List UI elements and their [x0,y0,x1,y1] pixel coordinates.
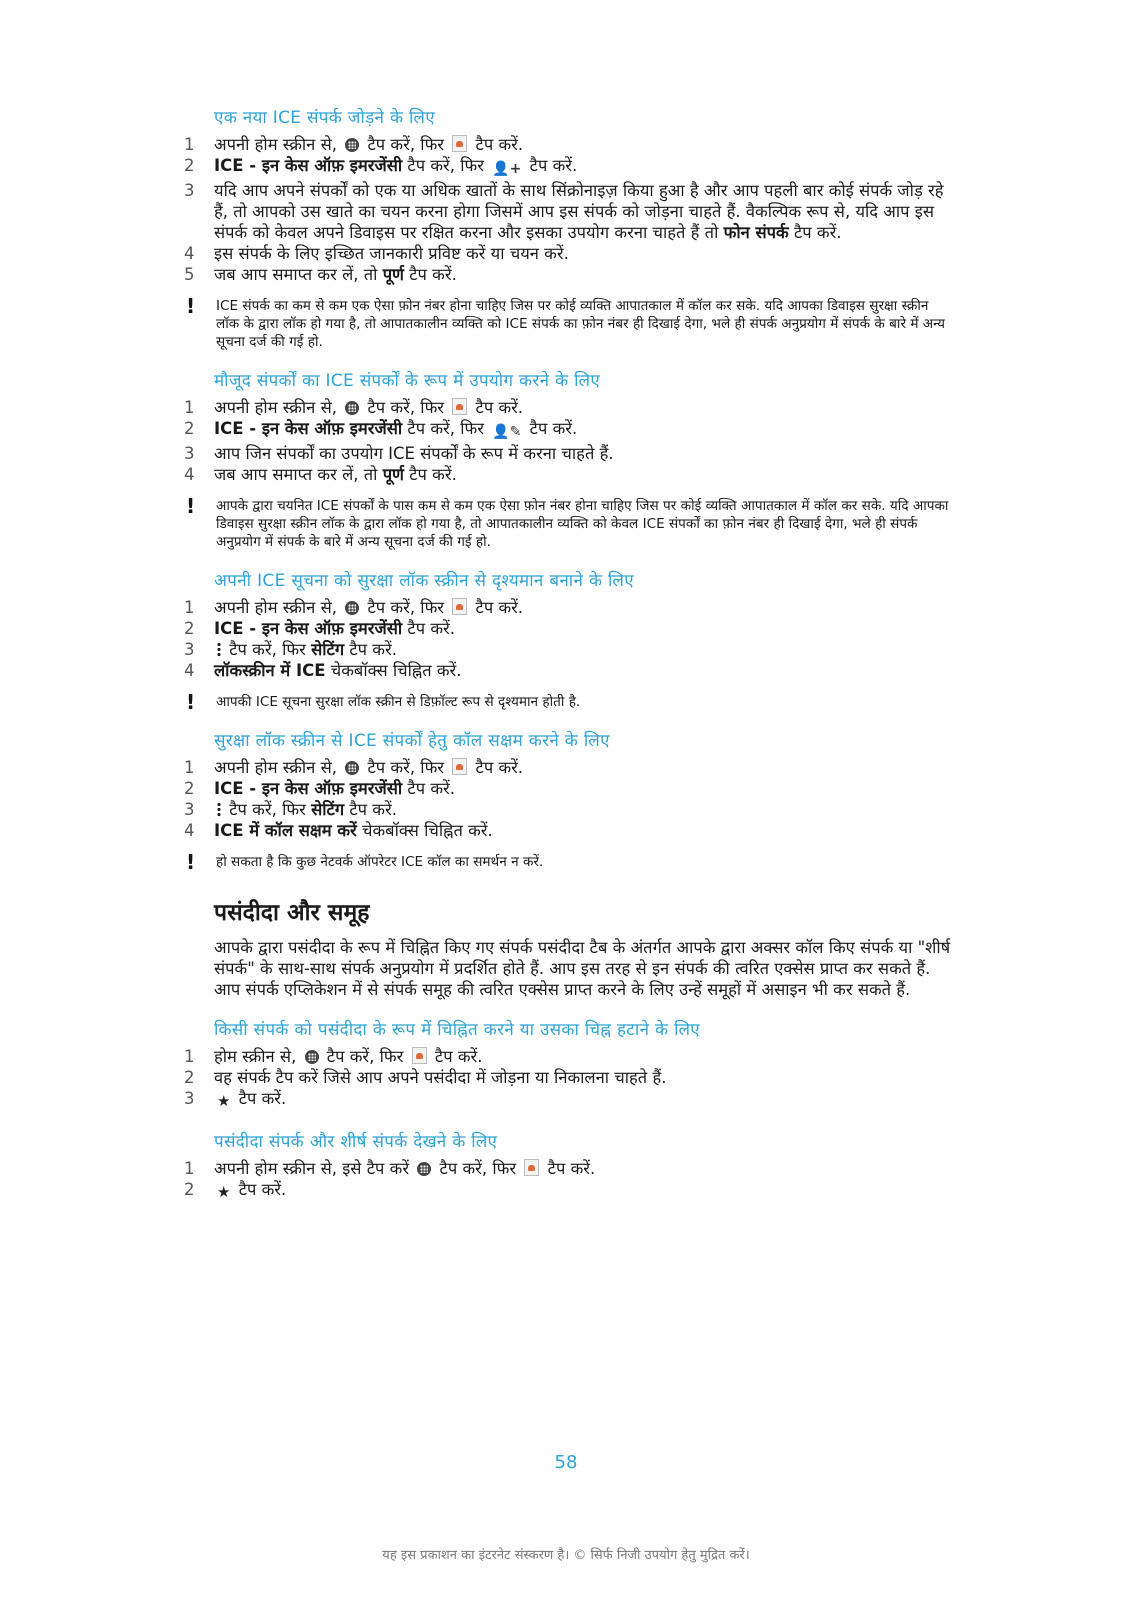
step-text: टैप करें. [524,156,578,175]
step-text: टैप करें. [788,223,842,242]
step-1 [184,397,954,418]
step-text: अपनी होम स्क्रीन से, [214,135,343,154]
step-1 [184,757,954,778]
step-number: 2 [184,419,195,438]
step-3 [184,443,954,464]
note [184,850,954,874]
apps-grid-icon [417,1162,431,1176]
step-text: टैप करें, फिर [362,398,450,417]
step-number: 4 [184,465,195,484]
step-text: अपनी होम स्क्रीन से, [214,398,343,417]
steps-ice-calls [184,757,954,841]
star-icon: ★ [217,1183,231,1201]
warning-icon: ! [186,494,196,518]
step-text: होम स्क्रीन से, [214,1047,302,1066]
step-number: 2 [184,1068,195,1087]
subheading-mark-favorite: किसी संपर्क को पसंदीदा के रूप में चिह्नित करने या उसका चिह्न हटाने के लिए [214,1020,700,1040]
ui-label: लॉकस्क्रीन में ICE [214,661,326,680]
steps-add-ice-contact [184,134,954,285]
step-number: 1 [184,135,195,154]
step-text: टैप करें. [470,598,524,617]
note-text: आपके द्वारा चयनित ICE संपर्कों के पास कम से कम एक ऐसा फ़ोन नंबर होना चाहिए जिस पर कोई व्यक्ति आपातकाल में कॉल कर सके. यदि आपका डिवाइस सुरक्षा स्क्रीन लॉक के द्वारा लॉक हो गया है, तो आपातकालीन व्यक्ति को केवल ICE संपर्कों का फ़ोन नंबर ही दिखाई देगा, भले ही संपर्क अनुप्रयोग में संपर्क के बारे में अन्य सूचना दर्ज की गई हो. [216,498,949,550]
step-number: 2 [184,156,195,175]
note-text: आपकी ICE सूचना सुरक्षा लॉक स्क्रीन से डिफ़ॉल्ट रूप से दृश्यमान होती है. [216,694,581,710]
section-heading: पसंदीदा और समूह [214,900,370,926]
step-text: अपनी होम स्क्रीन से, इसे टैप करें [214,1159,415,1178]
note-text: हो सकता है कि कुछ नेटवर्क ऑपरेटर ICE कॉल का समर्थन न करें. [216,854,544,870]
ui-label: ICE - इन केस ऑफ़ इमरजेंसी [214,619,403,638]
subheading-add-ice-contact: एक नया ICE संपर्क जोड़ने के लिए [214,108,435,128]
step-text: टैप करें. [470,135,524,154]
step-number: 4 [184,244,195,263]
step-number: 3 [184,640,195,659]
ui-label: ICE - इन केस ऑफ़ इमरजेंसी [214,156,403,175]
page-content [184,106,954,1203]
note [184,294,954,351]
step-text: टैप करें, फिर [362,598,450,617]
steps-view-favorites [184,1158,954,1203]
contacts-app-icon [452,398,467,415]
step-text: टैप करें. [429,1047,483,1066]
subheading-view-favorites: पसंदीदा संपर्क और शीर्ष संपर्क देखने के लिए [214,1132,498,1152]
step-number: 3 [184,181,195,200]
section-paragraph: आपके द्वारा पसंदीदा के रूप में चिह्नित किए गए संपर्क पसंदीदा टैब के अंतर्गत आपके द्वारा अक्सर कॉल किए संपर्क या "शीर्ष संपर्क" के साथ-साथ संपर्क अनुप्रयोग में प्रदर्शित होते हैं. आप इस तरह से इन संपर्क की त्वरित एक्सेस प्राप्त कर सकते हैं. आप संपर्क एप्लिकेशन में से संपर्क समूह की त्वरित एक्सेस प्राप्त करने के लिए उन्हें समूहों में असाइन भी कर सकते हैं. [214,938,951,999]
subheading-ice-lockscreen: अपनी ICE सूचना को सुरक्षा लॉक स्क्रीन से दृश्यमान बनाने के लिए [214,571,634,591]
ui-label: ICE - इन केस ऑफ़ इमरजेंसी [214,419,403,438]
step-2 [184,418,954,443]
step-2 [184,1179,954,1203]
warning-icon: ! [186,294,196,318]
step-number: 1 [184,598,195,617]
subheading-existing-as-ice: मौजूद संपर्कों का ICE संपर्कों के रूप में उपयोग करने के लिए [214,371,601,391]
step-2 [184,155,954,180]
step-number: 1 [184,1159,195,1178]
apps-grid-icon [345,761,359,775]
step-3 [184,639,954,660]
steps-existing-as-ice [184,397,954,485]
add-contact-icon: 👤+ [492,161,522,177]
note [184,494,954,551]
page-footer: यह इस प्रकाशन का इंटरनेट संस्करण है। © सिर्फ निजी उपयोग हेतु मुद्रित करें। [382,1548,750,1563]
step-text: टैप करें. [470,758,524,777]
ui-label: ICE में कॉल सक्षम करें [214,821,357,840]
step-number: 2 [184,1180,195,1199]
step-1 [184,597,954,618]
step-number: 2 [184,779,195,798]
step-number: 1 [184,398,195,417]
ui-label: सेटिंग [311,800,345,819]
overflow-menu-icon [217,802,221,817]
step-1 [184,1046,954,1067]
step-text: टैप करें, फिर [224,800,312,819]
step-text: टैप करें. [404,465,457,484]
note [184,690,954,714]
step-text: टैप करें. [542,1159,596,1178]
step-text: जब आप समाप्त कर लें, तो [214,465,383,484]
apps-grid-icon [345,138,359,152]
warning-icon: ! [186,850,196,874]
step-2 [184,778,954,799]
step-text: टैप करें, फिर [321,1047,409,1066]
ice-contacts-icon: 👤✎ [492,424,522,440]
step-text: टैप करें. [524,419,578,438]
step-number: 4 [184,661,195,680]
apps-grid-icon [305,1050,319,1064]
step-text: इस संपर्क के लिए इच्छित जानकारी प्रविष्ट करें या चयन करें. [214,244,569,263]
step-text: टैप करें. [344,800,397,819]
step-text: टैप करें, फिर [362,758,450,777]
apps-grid-icon [345,401,359,415]
step-number: 5 [184,265,195,284]
ui-label: फोन संपर्क [723,223,789,242]
step-number: 4 [184,821,195,840]
step-3 [184,1088,954,1112]
step-number: 3 [184,1089,195,1108]
ui-label: ICE - इन केस ऑफ़ इमरजेंसी [214,779,403,798]
warning-icon: ! [186,690,196,714]
step-text: अपनी होम स्क्रीन से, [214,758,343,777]
step-text: टैप करें, फिर [434,1159,522,1178]
step-4 [184,243,954,264]
step-4 [184,820,954,841]
page-number: 58 [554,1452,578,1473]
step-text: टैप करें. [402,619,456,638]
step-text: टैप करें. [233,1180,287,1199]
step-text: टैप करें. [470,398,524,417]
step-text: टैप करें. [404,265,457,284]
step-3 [184,180,954,243]
step-text: टैप करें. [344,640,397,659]
step-text: यदि आप अपने संपर्कों को एक या अधिक खातों के साथ सिंक्रोनाइज़ किया हुआ है और आप पहली बार कोई संपर्क जोड़ रहे हैं, तो आपको उस खाते का चयन करना होगा जिसमें आप इस संपर्क को जोड़ना चाहते हैं. वैकल्पिक रूप से, यदि आप इस संपर्क को केवल अपने डिवाइस पर रक्षित करना और इसका उपयोग करना चाहते हैं तो [214,181,944,242]
step-text: अपनी होम स्क्रीन से, [214,598,343,617]
step-text: जब आप समाप्त कर लें, तो [214,265,383,284]
apps-grid-icon [345,601,359,615]
contacts-app-icon [412,1047,427,1064]
overflow-menu-icon [217,642,221,657]
step-text: टैप करें, फिर [224,640,312,659]
contacts-app-icon [452,135,467,152]
step-2 [184,618,954,639]
note-text: ICE संपर्क का कम से कम एक ऐसा फ़ोन नंबर होना चाहिए जिस पर कोई व्यक्ति आपातकाल में कॉल कर सके. यदि आपका डिवाइस सुरक्षा स्क्रीन लॉक के द्वारा लॉक हो गया है, तो आपातकालीन व्यक्ति को ICE संपर्क का फ़ोन नंबर ही दिखाई देगा, भले ही संपर्क अनुप्रयोग में संपर्क के बारे में अन्य सूचना दर्ज की गई हो. [216,298,946,350]
step-text: टैप करें, फिर [402,156,490,175]
ui-label: पूर्ण [382,265,404,284]
steps-mark-favorite [184,1046,954,1112]
contacts-app-icon [452,758,467,775]
subheading-ice-calls: सुरक्षा लॉक स्क्रीन से ICE संपर्कों हेतु कॉल सक्षम करने के लिए [214,731,610,751]
steps-ice-lockscreen [184,597,954,681]
step-number: 1 [184,758,195,777]
step-4 [184,464,954,485]
ui-label: सेटिंग [311,640,345,659]
step-number: 3 [184,800,195,819]
step-1 [184,1158,954,1179]
step-text: आप जिन संपर्कों का उपयोग ICE संपर्कों के रूप में करना चाहते हैं. [214,444,614,463]
step-number: 2 [184,619,195,638]
step-text: वह संपर्क टैप करें जिसे आप अपने पसंदीदा में जोड़ना या निकालना चाहते हैं. [214,1068,667,1087]
step-text: टैप करें, फिर [402,419,490,438]
ui-label: पूर्ण [382,465,404,484]
step-text: चेकबॉक्स चिह्नित करें. [325,661,462,680]
step-text: टैप करें. [233,1089,287,1108]
star-icon: ★ [217,1092,231,1110]
step-1 [184,134,954,155]
step-text: टैप करें. [402,779,456,798]
contacts-app-icon [452,598,467,615]
contacts-app-icon [524,1159,539,1176]
step-5 [184,264,954,285]
step-text: टैप करें, फिर [362,135,450,154]
step-number: 1 [184,1047,195,1066]
step-number: 3 [184,444,195,463]
step-text: चेकबॉक्स चिह्नित करें. [356,821,493,840]
step-2 [184,1067,954,1088]
step-3 [184,799,954,820]
step-4 [184,660,954,681]
